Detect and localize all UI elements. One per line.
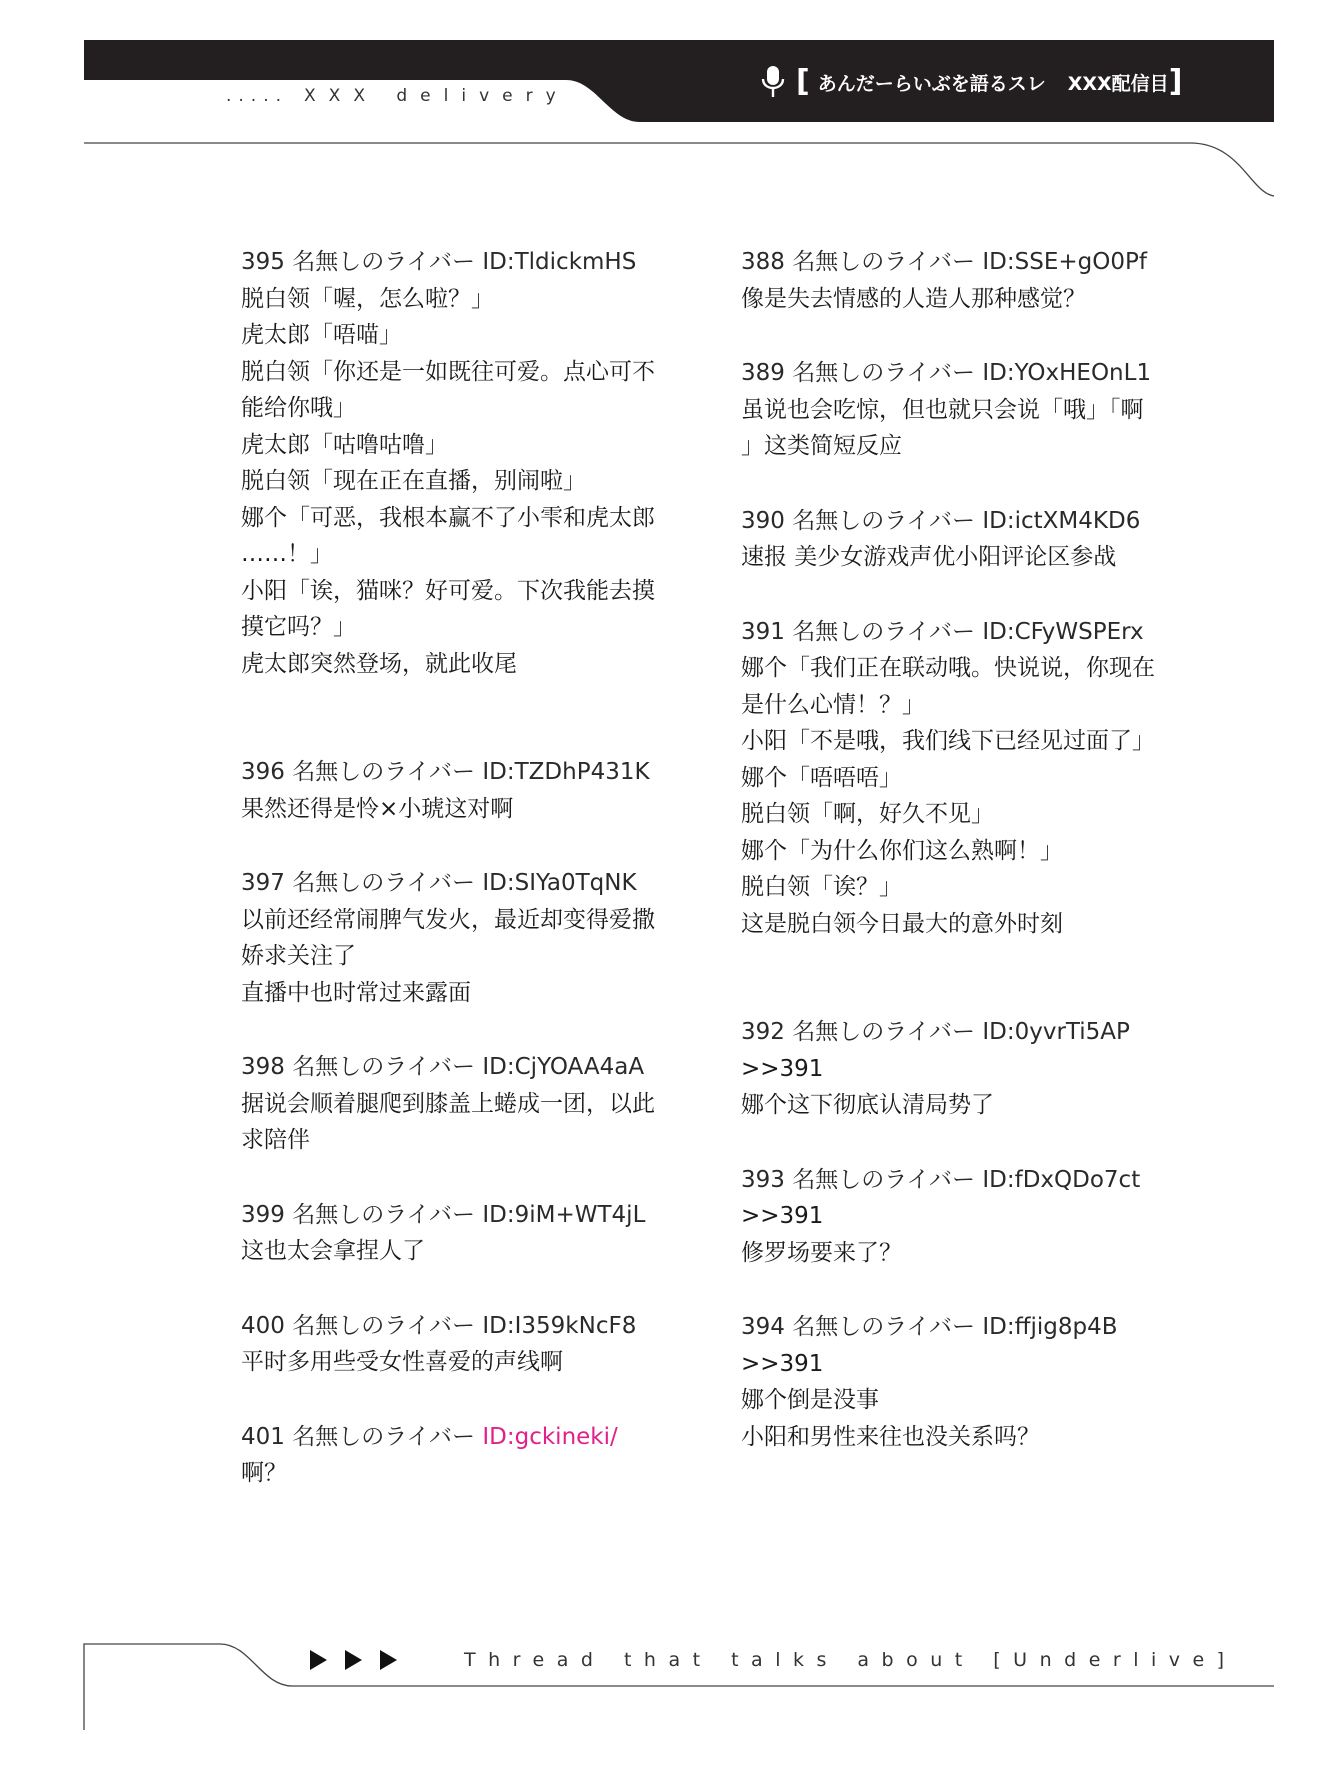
- play-arrow-icon: [380, 1650, 397, 1670]
- header-title: あんだーらいぶを語るスレ: [817, 72, 1046, 95]
- post-header: [741, 614, 1186, 651]
- post-id: ID:0yvrTi5AP: [982, 1019, 1130, 1045]
- post-line: 娜个「可恶，我根本赢不了小雫和虎太郎: [241, 504, 655, 531]
- post-line: 脱白领「现在正在直播，别闹啦」: [241, 468, 586, 494]
- post-number-name: 388 名無しのライバー: [741, 249, 976, 275]
- post-line: 娇求关注了: [241, 943, 356, 969]
- post-line: 小阳和男性来往也没关系吗？: [741, 1423, 1040, 1450]
- post-399: [241, 1197, 686, 1270]
- post-396: [241, 754, 686, 827]
- post-line: 虎太郎「唔喵」: [241, 322, 402, 348]
- header-thread-title: [760, 60, 1182, 104]
- post-394: [741, 1309, 1186, 1455]
- post-id-highlighted: ID:gckineki/: [482, 1423, 618, 1450]
- post-id: ID:I359kNcF8: [482, 1312, 637, 1339]
- post-line: 娜个「我们正在联动哦。快说说，你现在: [741, 655, 1155, 681]
- post-400: [241, 1308, 686, 1381]
- play-arrow-icon: [345, 1650, 362, 1670]
- post-number-name: 401 名無しのライバー: [241, 1423, 476, 1450]
- post-number-name: 392 名無しのライバー: [741, 1019, 976, 1045]
- post-number-name: 400 名無しのライバー: [241, 1312, 476, 1339]
- post-389: [741, 355, 1186, 465]
- post-392: [741, 1014, 1186, 1124]
- post-id: ID:SIYa0TqNK: [482, 870, 637, 896]
- post-reply-anchor[interactable]: >>391: [741, 1350, 824, 1377]
- post-header: [741, 1014, 1186, 1051]
- post-line: 小阳「不是哦，我们线下已经见过面了」: [741, 728, 1155, 754]
- play-arrow-icon: [310, 1650, 327, 1670]
- post-number-name: 393 名無しのライバー: [741, 1166, 976, 1193]
- post-header: [241, 244, 686, 281]
- post-388: [741, 244, 1186, 317]
- post-line: 脱白领「诶？」: [741, 874, 902, 900]
- post-line: 」这类简短反应: [741, 433, 902, 459]
- post-id: ID:9iM+WT4jL: [482, 1201, 646, 1228]
- post-line: 能给你哦」: [241, 395, 356, 421]
- post-line: 啊？: [241, 1460, 287, 1486]
- post-393: [741, 1162, 1186, 1272]
- post-id: ID:TZDhP431K: [482, 759, 650, 785]
- post-line: 娜个「为什么你们这么熟啊！」: [741, 837, 1063, 864]
- post-header: [241, 865, 686, 902]
- post-id: ID:TldickmHS: [482, 249, 637, 275]
- header-band: [0, 0, 1328, 210]
- post-line: 平时多用些受女性喜爱的声线啊: [241, 1349, 563, 1375]
- post-number-name: 396 名無しのライバー: [241, 759, 476, 785]
- post-header: [241, 1197, 686, 1234]
- post-header: [741, 503, 1186, 540]
- left-column: [241, 244, 686, 1492]
- post-id: ID:YOxHEOnL1: [982, 360, 1152, 386]
- post-number-name: 389 名無しのライバー: [741, 360, 976, 386]
- post-number-name: 397 名無しのライバー: [241, 870, 476, 896]
- post-header: [741, 1309, 1186, 1346]
- post-number-name: 399 名無しのライバー: [241, 1201, 476, 1228]
- post-398: [241, 1049, 686, 1159]
- post-line: 摸它吗？」: [241, 614, 356, 640]
- post-line: 娜个倒是没事: [741, 1387, 879, 1413]
- post-401: [241, 1419, 686, 1492]
- header-delivery-text: XXX delivery: [304, 86, 569, 106]
- post-line: 虎太郎「咕噜咕噜」: [241, 431, 448, 458]
- post-391: [741, 614, 1186, 943]
- post-id: ID:CjYOAA4aA: [482, 1054, 645, 1080]
- post-line: 脱白领「啊，好久不见」: [741, 801, 994, 827]
- footer-frame: [0, 1630, 1328, 1740]
- header-dots: .....: [226, 86, 289, 106]
- post-id: ID:CFyWSPErx: [982, 618, 1144, 645]
- post-header: [741, 355, 1186, 392]
- post-reply-anchor[interactable]: >>391: [741, 1055, 824, 1082]
- post-number-name: 395 名無しのライバー: [241, 249, 476, 275]
- post-line: 以前还经常闹脾气发火，最近却变得爱撒: [241, 906, 655, 933]
- post-number-name: 391 名無しのライバー: [741, 618, 976, 645]
- post-id: ID:ffjig8p4B: [982, 1314, 1118, 1340]
- post-line: 娜个这下彻底认清局势了: [741, 1092, 994, 1118]
- post-number-name: 390 名無しのライバー: [741, 507, 976, 534]
- post-header: [741, 244, 1186, 281]
- post-line: 果然还得是怜×小琥这对啊: [241, 795, 514, 822]
- post-line: 修罗场要来了？: [741, 1239, 902, 1266]
- post-id: ID:ictXM4KD6: [982, 507, 1141, 534]
- post-line: 是什么心情！？」: [741, 691, 925, 718]
- post-line: 脱白领「喔，怎么啦？」: [241, 285, 494, 312]
- post-line: 虽说也会吃惊，但也就只会说「哦」「啊: [741, 396, 1144, 423]
- post-390: [741, 503, 1186, 576]
- post-number-name: 394 名無しのライバー: [741, 1314, 976, 1340]
- post-line: 这是脱白领今日最大的意外时刻: [741, 910, 1063, 937]
- post-line: 速报 美少女游戏声优小阳评论区参战: [741, 544, 1117, 570]
- footer-thread-label: Thread that talks about [Underlive]: [464, 1649, 1237, 1671]
- post-line: 据说会顺着腿爬到膝盖上蜷成一团，以此: [241, 1090, 655, 1117]
- post-id: ID:fDxQDo7ct: [982, 1166, 1141, 1193]
- right-column: [741, 244, 1186, 1455]
- play-arrows-icon: [310, 1650, 397, 1670]
- post-line: 这也太会拿捏人了: [241, 1238, 425, 1264]
- post-397: [241, 865, 686, 1011]
- post-header: [241, 754, 686, 791]
- post-header: [241, 1308, 686, 1345]
- microphone-icon: [760, 65, 786, 99]
- post-header: [241, 1049, 686, 1086]
- post-line: 像是失去情感的人造人那种感觉？: [741, 285, 1086, 312]
- post-line: 求陪伴: [241, 1127, 310, 1153]
- post-line: 直播中也时常过来露面: [241, 979, 471, 1006]
- post-line: 小阳「诶，猫咪？好可爱。下次我能去摸: [241, 577, 655, 604]
- header-delivery-label: [226, 86, 569, 106]
- post-reply-anchor[interactable]: >>391: [741, 1203, 824, 1229]
- post-number-name: 398 名無しのライバー: [241, 1054, 476, 1080]
- post-header: [241, 1419, 686, 1456]
- post-line: ……！」: [241, 541, 333, 567]
- post-header: [741, 1162, 1186, 1199]
- header-subtitle: XXX配信目: [1067, 72, 1169, 95]
- post-id: ID:SSE+gO0Pf: [982, 249, 1147, 275]
- post-line: 虎太郎突然登场，就此收尾: [241, 650, 517, 677]
- post-line: 娜个「唔唔唔」: [741, 764, 902, 791]
- header-bracket-close: ]: [1168, 64, 1183, 99]
- post-line: 脱白领「你还是一如既往可爱。点心可不: [241, 358, 655, 385]
- header-bracket-open: [: [796, 64, 810, 99]
- post-395: [241, 244, 686, 682]
